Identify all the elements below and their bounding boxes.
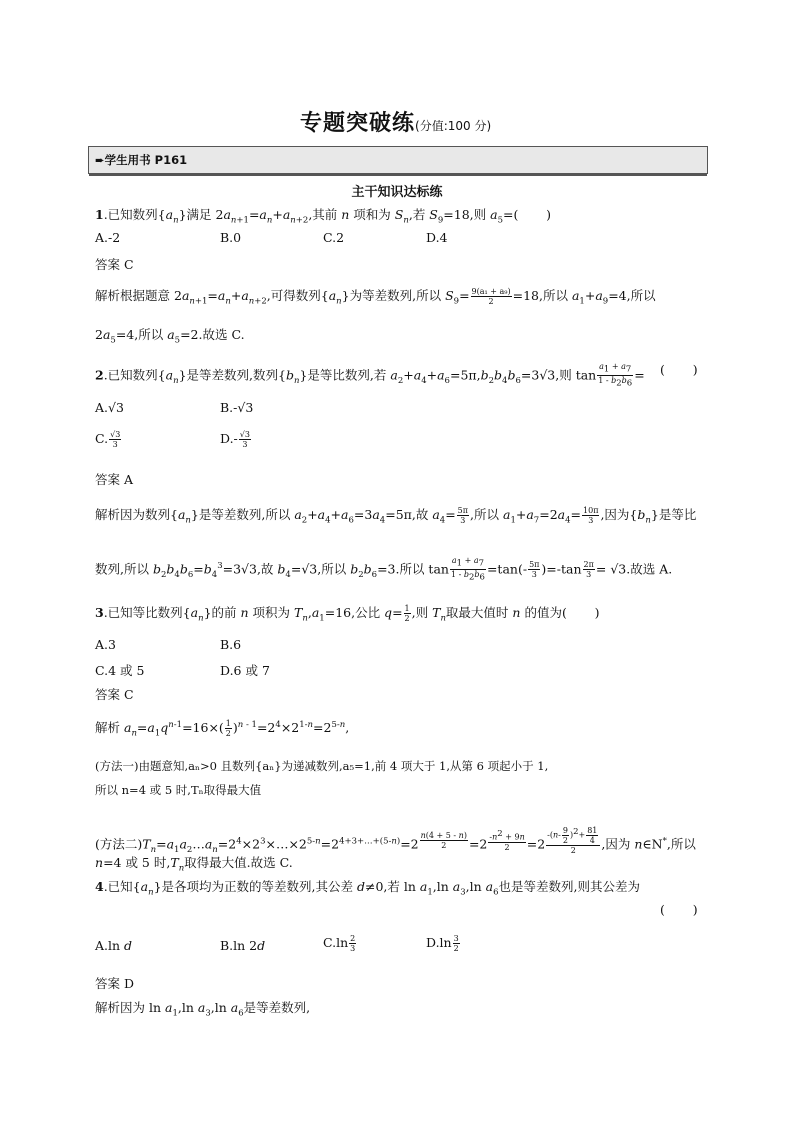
score-note: (分值:100 分) — [415, 119, 492, 133]
q3-method1: (方法一)由题意知,aₙ>0 且数列{aₙ}为递减数列,a₅=1,前 4 项大于 1,从第 6 项起小于 1, — [95, 759, 549, 773]
q4-stem: 4.已知$\{a_n\}$是各项均为正数的等差数列,其公差 d≠0,若 $\ln a_1,\ln$ $a_3,\ln$ $a_6$也是等差数列,则其公差为 — [95, 879, 641, 898]
banner-label: ➨学生用书 P161 — [95, 153, 188, 167]
section-heading: 主干知识达标练 — [351, 185, 443, 200]
q3-method2-line1: (方法二)$T_n=a_1a_2\dots a_n=2^4\times 2^3\times\dots\times 2^{5-n}=2^{4+3+\dots+(5-n)}=2$ $^{\frac{n(4 + 5 - n)}{2}}$ =2 $^{\frac{-n^2 + 9n}{2}}$ =2 $^{-(n- \frac{9}{2} )^2+ \frac{81}{4} 2}$ ,因为 n∈N*,所以 — [95, 826, 696, 856]
q4-analysis: 解析因为 $\ln a_1,\ln$ $a_3,\ln$ $a_6$是等差数列, — [95, 1000, 311, 1019]
q1-stem: 1.已知数列$\{a_n\}$满足 $2a_{n+1}=a_n+a_{n+2}$,其前 n 项和为 $S_n$,若 $S_9=18$,则 $a_5=$( ) — [95, 207, 552, 226]
q3-method2-line2: n=4 或 5 时$,T_n$取得最大值.故选 C. — [95, 855, 293, 874]
q2-analysis-line2: 数列,所以 $b_2b_4b_6=b_4^3=3√3$,故 $b_4=√3$,所以 $b_2b_6=3$.所以 tan $\frac{a_1 + a_7}{1 - b_2b_6}$ =tan(- $\frac{5\pi}{3}$ )=-tan $\frac{2\pi}{3}$ = √3.故选 A. — [95, 556, 673, 583]
q3-option-d: D.6 或 7 — [220, 663, 270, 678]
page-title: 专题突破练(分值:100 分) — [300, 111, 492, 136]
q3-analysis-formula: 解析 $a_n=a_1q^{n-1}=16\times$( $\frac{1}{2}$ )$^{n - 1}=2^4\times 2^{1-n}=2^{5-n}$, — [95, 718, 350, 739]
q1-option-b: B.0 — [220, 230, 242, 245]
q2-option-a: A.√3 — [95, 400, 124, 415]
q2-option-b: B.-√3 — [220, 400, 254, 415]
q3-option-b: B.6 — [220, 637, 242, 652]
q4-option-c: C.ln $\frac{2}{3}$ — [323, 934, 356, 954]
q3-option-a: A.3 — [95, 637, 116, 652]
q4-paren: ( ) — [660, 902, 698, 917]
q1-analysis-line1: 解析根据题意 $2a_{n+1}=a_n+a_{n+2}$,可得数列$\{a_n\}$为等差数列,所以 $S_9=$ $\frac{\text{9(a₁ + a₉)}}{2}$ =18,所以 $a_1+a_9=4$,所以 — [95, 286, 656, 307]
q1-option-c: C.2 — [323, 230, 345, 245]
q4-option-d: D.ln $\frac{3}{2}$ — [426, 934, 459, 954]
q1-option-a: A.-2 — [95, 230, 121, 245]
q2-option-d: D.- $\frac{√3}{3}$ — [220, 430, 250, 450]
q4-answer: 答案 D — [95, 976, 134, 991]
q1-option-d: D.4 — [426, 230, 448, 245]
q1-analysis-line2: $2a_5=4$,所以 $a_5=2$.故选 C. — [95, 327, 245, 346]
q1-fraction: $\frac{\text{9(a₁ + a₉)}}{2}$ — [471, 286, 511, 306]
source-banner — [88, 146, 708, 174]
q4-option-b: B.ln 2d — [220, 938, 266, 953]
q2-stem: 2.已知数列$\{a_n\}$是等差数列,数列$\{b_n\}$是等比数列,若 $a_2+a_4+a_6=5\pi,b_2b_4b_6=3√3$,则 tan $\frac{a_1 + a_7}{1 - b_2b_6}$ = — [95, 362, 645, 389]
q2-analysis-line1: 解析因为数列$\{a_n\}$是等差数列,所以 $a_2+a_4+a_6=3a_4=5\pi$,故 $a_4=$ $\frac{5\pi}{3}$ ,所以 $a_1+a_7=2a_4=$ $\frac{10\pi}{3}$ ,因为$\{b_n\}$是等比 — [95, 505, 697, 526]
q3-method1-conclusion: 所以 n=4 或 5 时,Tₙ取得最大值 — [95, 783, 262, 797]
q3-stem: 3.已知等比数列$\{a_n\}$的前 n 项积为 $T_n,a_1=16$,公比 q= $\frac{1}{2}$ ,则 $T_n$取最大值时 n 的值为( ) — [95, 603, 600, 624]
q3-option-c: C.4 或 5 — [95, 663, 145, 678]
q2-option-c: C. $\frac{√3}{3}$ — [95, 430, 121, 450]
q2-paren: ( ) — [660, 362, 698, 377]
q2-answer: 答案 A — [95, 472, 134, 487]
q4-option-a: A.ln d — [95, 938, 133, 953]
q3-answer: 答案 C — [95, 687, 134, 702]
q1-answer: 答案 C — [95, 257, 134, 272]
